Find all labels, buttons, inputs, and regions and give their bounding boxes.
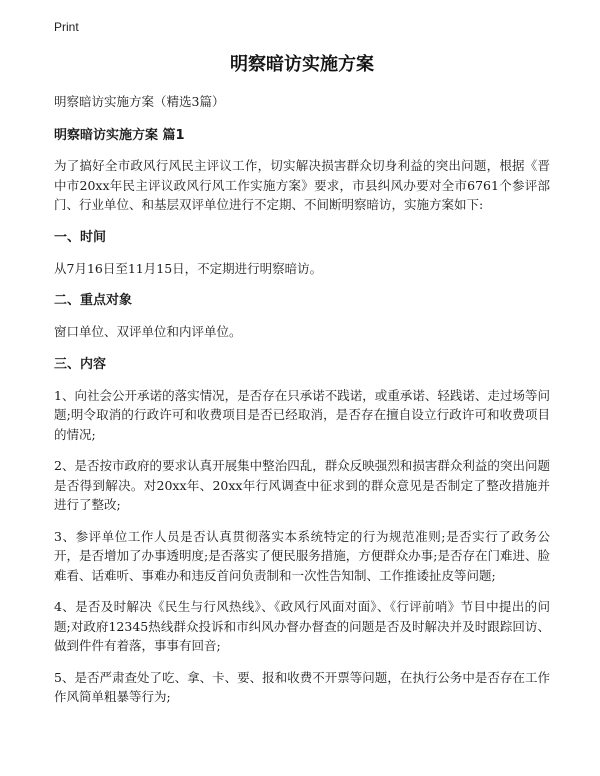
heading-content: 三、内容: [54, 356, 107, 372]
heading-time: 一、时间: [54, 229, 107, 245]
section-title: 明察暗访实施方案 篇1: [54, 128, 185, 143]
content-item-4: 4、是否及时解决《民生与行风热线》、《政风行风面对面》、《行评前哨》节目中提出的问题;对政府12345热线群众投诉和市纠风办督办督查的问题是否及时解决并及时跟踪回访、做到件件有着落，事事有回音;: [54, 599, 550, 653]
content-item-3: 3、参评单位工作人员是否认真贯彻落实本系统特定的行为规范准则;是否实行了政务公开，是否增加了办事透明度;是否落实了便民服务措施，方便群众办事;是否存在门难进、脸难看、话难听、事难办和违反首问负责制和一次性告知制、工作推诿扯皮等问题;: [54, 528, 550, 583]
content-item-2: 2、是否按市政府的要求认真开展集中整治四乱，群众反映强烈和损害群众利益的突出问题是否得到解决。对20xx年、20xx年行风调查中征求到的群众意见是否制定了整改措施并进行了整改;: [54, 458, 550, 512]
document-subtitle: 明察暗访实施方案（精选3篇）: [54, 94, 225, 109]
content-item-1: 1、向社会公开承诺的落实情况，是否存在只承诺不践诺，或重承诺、轻践诺、走过场等问题;明令取消的行政许可和收费项目是否已经取消，是否存在擅自设立行政许可和收费项目的情况;: [54, 387, 550, 442]
targets-paragraph: 窗口单位、双评单位和内评单位。: [54, 324, 242, 339]
print-label: Print: [54, 20, 79, 34]
time-paragraph: 从7月16日至11月15日，不定期进行明察暗访。: [54, 260, 323, 276]
heading-key-targets: 二、重点对象: [54, 293, 133, 308]
page-title: 明察暗访实施方案: [230, 54, 374, 75]
content-item-5: 5、是否严肃查处了吃、拿、卡、要、报和收费不开票等问题，在执行公务中是否存在工作作风简单粗暴等行为;: [54, 669, 550, 704]
document-page: [54, 50, 550, 719]
intro-paragraph: 为了搞好全市政风行风民主评议工作，切实解决损害群众切身利益的突出问题，根据《晋中市20xx年民主评议政风行风工作实施方案》要求，市县纠风办要对全市6761个参评部门、行业单位、和基层双评单位进行不定期、不间断明察暗访，实施方案如下:: [54, 158, 550, 212]
